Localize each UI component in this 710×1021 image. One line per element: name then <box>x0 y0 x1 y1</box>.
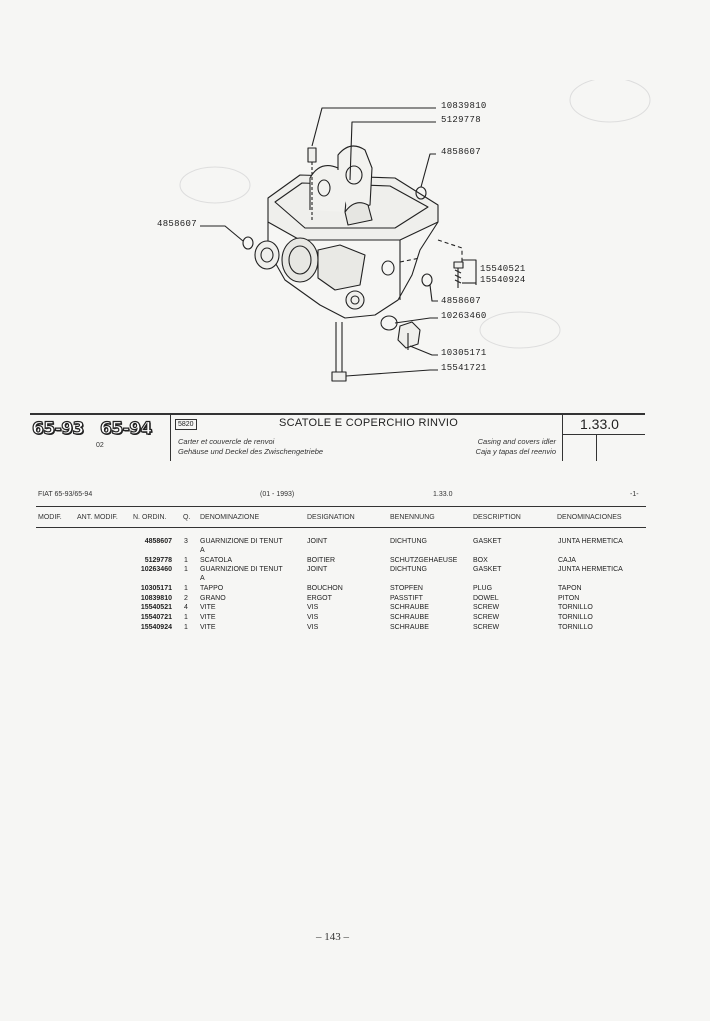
name-it-continued: A <box>200 575 205 582</box>
name-es: PITON <box>558 595 580 602</box>
part-number: 15540521 <box>140 604 172 611</box>
callout-5129778: 5129778 <box>441 115 481 125</box>
name-fr: BOITIER <box>307 557 336 564</box>
quantity: 3 <box>184 538 188 545</box>
part-number: 10263460 <box>140 566 172 573</box>
exploded-parts-diagram <box>0 80 710 400</box>
name-fr: JOINT <box>307 566 328 573</box>
col-modif: MODIF. <box>38 514 62 521</box>
table-top-rule <box>36 506 646 507</box>
subtitle-en: Casing and covers idler <box>477 437 556 446</box>
quantity: 4 <box>184 604 188 611</box>
quantity: 2 <box>184 595 188 602</box>
name-es: JUNTA HERMETICA <box>558 566 623 573</box>
name-de: SCHRAUBE <box>390 604 429 611</box>
quantity: 1 <box>184 585 188 592</box>
table-row <box>0 556 710 565</box>
name-fr: VIS <box>307 604 319 611</box>
table-row <box>0 623 710 632</box>
callout-15540924: 15540924 <box>480 275 526 285</box>
model-65-94: 65-94 <box>100 419 152 439</box>
name-en: SCREW <box>473 614 500 621</box>
name-it: GUARNIZIONE DI TENUT <box>200 538 283 545</box>
header-divider-right <box>562 414 563 461</box>
name-en: GASKET <box>473 566 502 573</box>
name-it: GRANO <box>200 595 226 602</box>
date-label: (01 - 1993) <box>260 491 295 498</box>
name-es: CAJA <box>558 557 576 564</box>
table-row <box>0 594 710 603</box>
section-label: 1.33.0 <box>433 491 453 498</box>
quantity: 1 <box>184 624 188 631</box>
table-row <box>0 565 710 574</box>
name-fr: BOUCHON <box>307 585 343 592</box>
name-de: SCHRAUBE <box>390 624 429 631</box>
section-number: 1.33.0 <box>580 416 619 432</box>
part-number: 4858607 <box>144 538 172 545</box>
subtitle-es: Caja y tapas del reenvio <box>475 447 556 456</box>
part-number: 5129778 <box>144 557 172 564</box>
col-benennung: BENENNUNG <box>390 514 435 521</box>
name-it: SCATOLA <box>200 557 233 564</box>
header-top-rule <box>30 413 645 415</box>
table-row <box>0 584 710 593</box>
callout-10263460: 10263460 <box>441 311 487 321</box>
name-fr: ERGOT <box>307 595 332 602</box>
col-ant-modif: ANT. MODIF. <box>77 514 118 521</box>
col-denominaciones: DENOMINACIONES <box>557 514 622 521</box>
table-row <box>0 546 710 555</box>
name-de: DICHTUNG <box>390 566 427 573</box>
name-de: DICHTUNG <box>390 538 427 545</box>
subtitle-de: Gehäuse und Deckel des Zwischengetriebe <box>178 447 324 456</box>
name-fr: VIS <box>307 624 319 631</box>
part-number: 15540721 <box>140 614 172 621</box>
table-row <box>0 613 710 622</box>
vehicle-label: FIAT 65-93/65-94 <box>38 491 93 498</box>
table-row <box>0 603 710 612</box>
model-65-93: 65-93 <box>32 419 84 439</box>
callout-15541721: 15541721 <box>441 363 487 373</box>
name-it: VITE <box>200 604 216 611</box>
name-de: STOPFEN <box>390 585 423 592</box>
name-it: TAPPO <box>200 585 224 592</box>
header-section-split <box>596 434 597 461</box>
name-it: VITE <box>200 624 216 631</box>
col-qty: Q. <box>183 514 191 521</box>
name-en: SCREW <box>473 604 500 611</box>
quantity: 1 <box>184 566 188 573</box>
callout-4858607-left: 4858607 <box>157 219 197 229</box>
subtitle-fr: Carter et couvercle de renvoi <box>178 437 275 446</box>
callout-10839810: 10839810 <box>441 101 487 111</box>
table-row <box>0 574 710 583</box>
part-number: 10839810 <box>140 595 172 602</box>
name-de: SCHUTZGEHAEUSE <box>390 557 458 564</box>
name-es: TAPON <box>558 585 582 592</box>
table-row <box>0 537 710 546</box>
reference-box: 5820 <box>175 419 197 430</box>
name-fr: JOINT <box>307 538 328 545</box>
name-de: SCHRAUBE <box>390 614 429 621</box>
quantity: 1 <box>184 557 188 564</box>
page-mark: -1- <box>630 491 639 498</box>
name-it: GUARNIZIONE DI TENUT <box>200 566 283 573</box>
page-number: – 143 – <box>316 931 349 943</box>
header-section-rule <box>562 434 645 435</box>
table-header-rule <box>36 527 646 528</box>
callout-4858607-right: 4858607 <box>441 296 481 306</box>
quantity: 1 <box>184 614 188 621</box>
col-n-ordin: N. ORDIN. <box>133 514 167 521</box>
col-description: DESCRIPTION <box>473 514 521 521</box>
callout-4858607-top: 4858607 <box>441 147 481 157</box>
header-divider-left <box>170 414 171 461</box>
col-denominazione: DENOMINAZIONE <box>200 514 260 521</box>
callout-10305171: 10305171 <box>441 348 487 358</box>
name-de: PASSTIFT <box>390 595 423 602</box>
col-designation: DESIGNATION <box>307 514 355 521</box>
section-title: SCATOLE E COPERCHIO RINVIO <box>279 417 459 429</box>
callout-15540521: 15540521 <box>480 264 526 274</box>
name-en: DOWEL <box>473 595 499 602</box>
model-sub-code: 02 <box>96 442 104 449</box>
name-es: JUNTA HERMETICA <box>558 538 623 545</box>
name-en: PLUG <box>473 585 493 592</box>
name-es: TORNILLO <box>558 614 593 621</box>
name-en: BOX <box>473 557 488 564</box>
name-fr: VIS <box>307 614 319 621</box>
name-it: VITE <box>200 614 216 621</box>
name-en: GASKET <box>473 538 502 545</box>
name-it-continued: A <box>200 547 205 554</box>
name-en: SCREW <box>473 624 500 631</box>
part-number: 15540924 <box>140 624 172 631</box>
name-es: TORNILLO <box>558 604 593 611</box>
part-number: 10305171 <box>140 585 172 592</box>
name-es: TORNILLO <box>558 624 593 631</box>
